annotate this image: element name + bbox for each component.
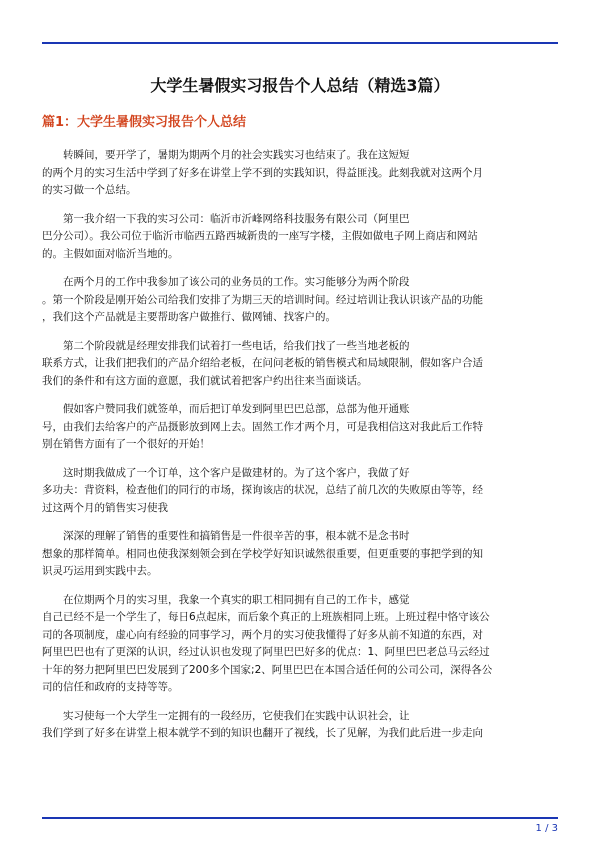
page-number: 1 / 3 <box>535 823 558 834</box>
text-line: 。第一个阶段是刚开始公司给我们安排了为期三天的培训时间。经过培训让我认识该产品的功能 <box>42 293 483 306</box>
paragraph-4 <box>42 338 558 391</box>
text-line: 第二个阶段就是经理安排我们试着打一些电话，给我们找了一些当地老板的 <box>63 339 410 352</box>
text-line: 号，由我们去给客户的产品摄影放到网上去。固然工作才两个月，可是我相信这对我此后工作特 <box>42 420 483 433</box>
paragraph-6 <box>42 465 558 518</box>
text-line: 在两个月的工作中我参加了该公司的业务员的工作。实习能够分为两个阶段 <box>63 276 410 288</box>
paragraph-2 <box>42 211 558 264</box>
document-body <box>42 147 558 754</box>
text-line: 十年的努力把阿里巴巴发展到了200多个国家;2、阿里巴巴在本国合适任何的公司公司，深得各公 <box>42 663 493 676</box>
text-line: 这时期我做成了一个订单，这个客户是做建材的。为了这个客户，我做了好 <box>63 466 410 479</box>
text-line: 我们的条件和有这方面的意愿，我们就试着把客户约出往来当面谈话。 <box>42 374 368 387</box>
text-line: 过这两个月的销售实习使我 <box>42 501 168 514</box>
text-line: 在位期两个月的实习里，我象一个真实的职工相同拥有自己的工作卡，感觉 <box>63 593 410 606</box>
text-line: 实习使每一个大学生一定拥有的一段经历，它使我们在实践中认识社会，让 <box>63 709 410 722</box>
paragraph-1 <box>42 147 558 200</box>
paragraph-7 <box>42 528 558 581</box>
text-line: 的。主假如面对临沂当地的。 <box>42 247 179 260</box>
text-line: 自己已经不是一个学生了，每日6点起床，而后象个真正的上班族相同上班。上班过程中恪守该公 <box>42 611 490 623</box>
text-line: 我们学到了好多在讲堂上根本就学不到的知识也翻开了视线，长了见解，为我们此后进一步走向 <box>42 727 483 739</box>
footer-rule <box>42 817 558 819</box>
text-line: 的两个月的实习生活中学到了好多在讲堂上学不到的实践知识，得益匪浅。此刻我就对这两个月 <box>42 166 483 179</box>
text-line: 联系方式，让我们把我们的产品介绍给老板，在问问老板的销售模式和局域限制，假如客户合适 <box>42 357 483 369</box>
section-heading: 篇1：大学生暑假实习报告个人总结 <box>42 115 247 130</box>
text-line: ，我们这个产品就是主要帮助客户做推行、做网铺、找客户的。 <box>42 311 336 323</box>
text-line: 深深的理解了销售的重要性和搞销售是一件很辛苦的事，根本就不是念书时 <box>63 530 410 542</box>
text-line: 别在销售方面有了一个很好的开始！ <box>42 438 210 450</box>
text-line: 巴分公司）。我公司位于临沂市临西五路西城新贵的一座写字楼，主假如做电子网上商店和网站 <box>42 230 478 242</box>
header-rule <box>42 42 558 44</box>
text-line: 司的各项制度，虚心向有经验的同事学习，两个月的实习使我懂得了好多从前不知道的东西，对 <box>42 628 483 641</box>
text-line: 的实习做一个总结。 <box>42 184 137 196</box>
text-line: 司的信任和政府的支持等等。 <box>42 681 179 693</box>
paragraph-3 <box>42 274 558 327</box>
text-line: 多功夫：背资料，检查他们的同行的市场，探询该店的状况，总结了前几次的失败原由等等，经 <box>42 484 483 496</box>
text-line: 阿里巴巴也有了更深的认识，经过认识也发现了阿里巴巴好多的优点：1、阿里巴巴老总马云经过 <box>42 646 490 658</box>
text-line: 想象的那样简单。相同也使我深刻领会到在学校学好知识诚然很重要，但更重要的事把学到的知 <box>42 547 483 560</box>
text-line: 假如客户赞同我们就签单，而后把订单发到阿里巴巴总部，总部为他开通账 <box>63 403 410 415</box>
document-title: 大学生暑假实习报告个人总结（精选3篇） <box>150 76 450 95</box>
paragraph-8 <box>42 592 558 697</box>
text-line: 第一我介绍一下我的实习公司：临沂市沂峰网络科技服务有限公司（阿里巴 <box>63 212 410 225</box>
text-line: 转瞬间，要开学了，暑期为期两个月的社会实践实习也结束了。我在这短短 <box>63 149 410 161</box>
text-line: 识灵巧运用到实践中去。 <box>42 565 158 577</box>
paragraph-9 <box>42 708 558 743</box>
paragraph-5 <box>42 401 558 454</box>
